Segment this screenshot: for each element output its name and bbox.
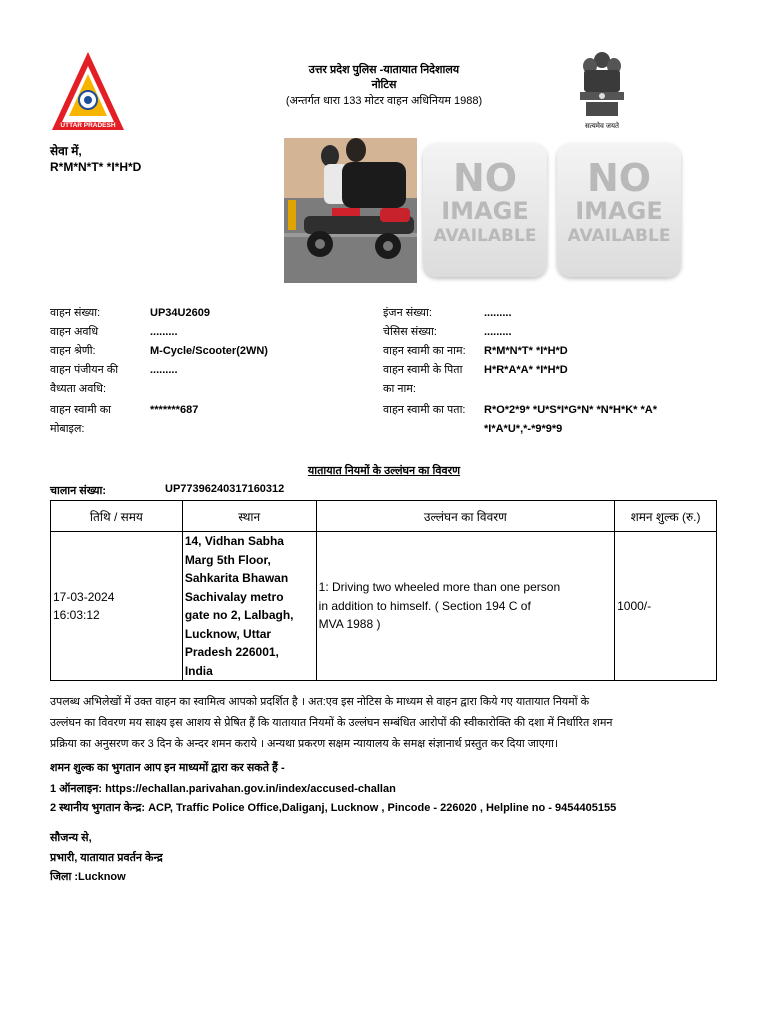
challan-number-label: चालान संख्या: <box>50 485 107 497</box>
vehicle-class-label: वाहन श्रेणी: <box>50 345 96 357</box>
addressee-label: सेवा में, <box>50 144 82 158</box>
payment-title: शमन शुल्क का भुगतान आप इन माध्यमों द्वारा कर सकते हैं - <box>50 762 285 774</box>
chassis-number-value: ......... <box>484 326 512 338</box>
evidence-photo[interactable] <box>284 138 417 283</box>
owner-name-label: वाहन स्वामी का नाम: <box>383 345 466 357</box>
violation-location: 14, Vidhan Sabha Marg 5th Floor, Sahkarita Bhawan Sachivalay metro gate no 2, Lalbagh, Lucknow, Uttar Pradesh 226001, India <box>182 532 316 681</box>
logo-bottom-text: UTTAR PRADESH <box>60 122 116 129</box>
challan-number-value: UP77396240317160312 <box>165 483 285 495</box>
footer-district: जिला :Lucknow <box>50 871 126 883</box>
owner-father-label-2: का नाम: <box>383 383 416 395</box>
col-header-fine: शमन शुल्क (रु.) <box>615 501 717 532</box>
owner-mobile-label: वाहन स्वामी का <box>50 404 111 416</box>
vehicle-number-label: वाहन संख्या: <box>50 307 101 319</box>
owner-father-value: H*R*A*A* *I*H*D <box>484 364 568 376</box>
registration-validity-label-2: वैध्यता अवधि: <box>50 383 106 395</box>
traffic-directorate-logo <box>50 50 126 132</box>
registration-validity-label: वाहन पंजीयन की <box>50 364 119 376</box>
owner-mobile-label-2: मोबाइल: <box>50 423 85 435</box>
engine-number-label: इंजन संख्या: <box>383 307 432 319</box>
violation-description: 1: Driving two wheeled more than one person in addition to himself. ( Section 194 C of MVA 1988 ) <box>316 532 614 681</box>
col-header-description: उल्लंघन का विवरण <box>316 501 614 532</box>
no-image-placeholder-2: NO IMAGE AVAILABLE <box>557 143 681 277</box>
payment-local-centre: 2 स्थानीय भुगतान केन्द्र: ACP, Traffic Police Office,Daliganj, Lucknow , Pincode - 226020 , Helpline no - 9454405155 <box>50 802 617 814</box>
engine-number-value: ......... <box>484 307 512 319</box>
col-header-datetime: तिथि / समय <box>51 501 183 532</box>
notice-header-subtitle: नोटिस <box>371 79 397 91</box>
owner-name-value: R*M*N*T* *I*H*D <box>484 345 568 357</box>
violation-table <box>50 500 717 681</box>
violation-time: 16:03:12 <box>53 608 100 622</box>
violation-date: 17-03-2024 <box>53 589 115 604</box>
violation-datetime <box>51 532 183 681</box>
footer-officer: प्रभारी, यातायात प्रवर्तन केन्द्र <box>50 852 163 864</box>
violation-section-title: यातायात नियमों के उल्लंघन का विवरण <box>307 465 461 477</box>
emblem-caption: सत्यमेव जयते <box>584 123 620 130</box>
vehicle-number-value: UP34U2609 <box>150 307 210 319</box>
owner-address-label: वाहन स्वामी का पता: <box>383 404 466 416</box>
notice-header-title: उत्तर प्रदेश पुलिस -यातायात निदेशालय <box>308 64 460 76</box>
table-header-row <box>51 501 717 532</box>
vehicle-period-label: वाहन अवधि <box>50 326 99 338</box>
footer-courtesy: सौजन्य से, <box>50 832 92 844</box>
vehicle-class-value: M-Cycle/Scooter(2WN) <box>150 345 268 357</box>
notice-paragraph: उपलब्ध अभिलेखों में उक्त वाहन का स्वामित्व आपको प्रदर्शित है । अत:एव इस नोटिस के माध्यम से वाहन द्वारा किये गए यातायात नियमों के उल्लंघन का विवरण मय साक्ष्य इस आशय से प्रेषित हैं कि यातायात नियमों के उल्लंघन सम्बंधित आरोपों की स्वीकारोक्ति की दशा में निर्धारित शमन प्रक्रिया का अनुसरण कर 3 दिन के अन्दर शमन कराये । अन्यथा प्रकरण सक्षम न्यायालय के समक्ष संज्ञानार्थ प्रस्तुत कर दिया जाएगा। <box>50 696 613 750</box>
col-header-location: स्थान <box>182 501 316 532</box>
owner-mobile-value: *******687 <box>150 404 199 416</box>
vehicle-period-value: ......... <box>150 326 178 338</box>
owner-address-value: R*O*2*9* *U*S*I*G*N* *N*H*K* *A* <box>484 404 658 416</box>
chassis-number-label: चेसिस संख्या: <box>383 326 437 338</box>
notice-header-act: (अन्तर्गत धारा 133 मोटर वाहन अधिनियम 1988) <box>285 95 483 107</box>
owner-father-label: वाहन स्वामी के पिता <box>383 364 463 376</box>
addressee-name: R*M*N*T* *I*H*D <box>50 160 142 174</box>
payment-online-link[interactable]: 1 ऑनलाइन: https://echallan.parivahan.gov.in/index/accused-challan <box>50 783 396 795</box>
no-image-placeholder-1: NO IMAGE AVAILABLE <box>423 143 547 277</box>
table-row <box>51 532 717 681</box>
registration-validity-value: ......... <box>150 364 178 376</box>
owner-address-value-2: *I*A*U*,*-*9*9*9 <box>484 423 563 435</box>
violation-fine: 1000/- <box>615 532 717 681</box>
